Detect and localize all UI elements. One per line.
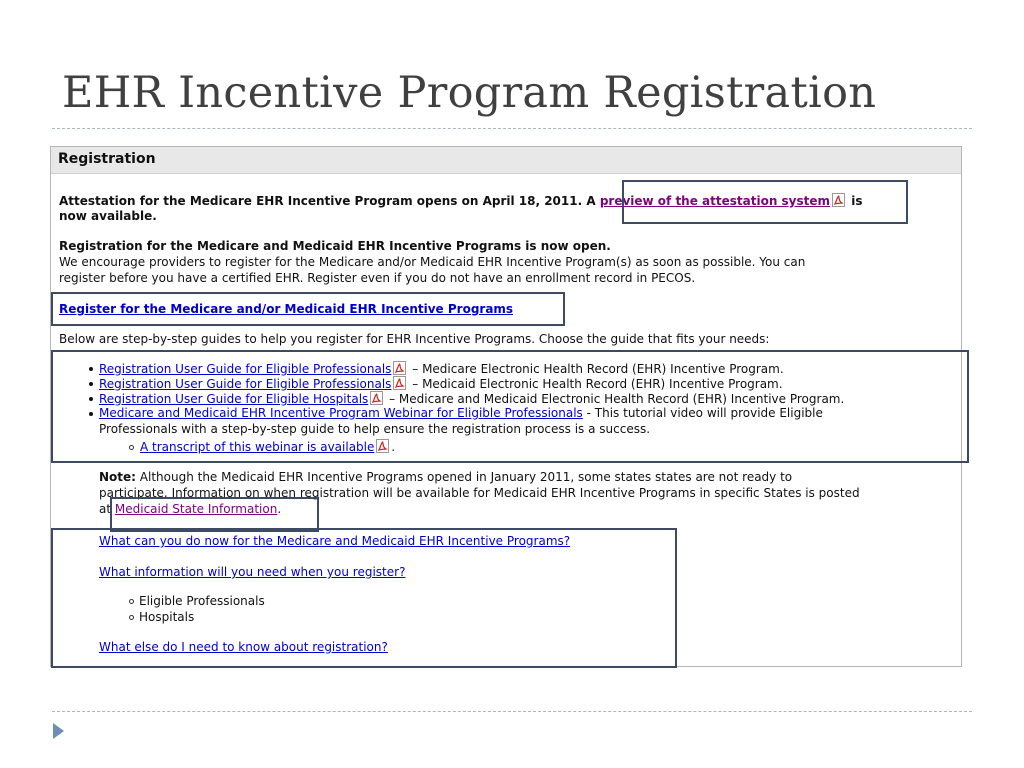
guides-intro: Below are step-by-step guides to help you register for EHR Incentive Programs. Choose the guide that fits your needs: — [59, 332, 770, 346]
faq2-item-2: Hospitals — [139, 610, 195, 624]
medicaid-state-info-link[interactable]: Medicaid State Information — [114, 502, 278, 516]
highlight-box-register — [51, 292, 565, 326]
attestation-preview-link[interactable]: preview of the attestation system — [599, 194, 831, 208]
attestation-line1-end: is — [847, 194, 863, 208]
faq2-item-1: Eligible Professionals — [139, 594, 265, 608]
guide-desc-3: – Medicare and Medicaid Electronic Health Record (EHR) Incentive Program. — [385, 392, 845, 406]
divider-top — [52, 128, 972, 129]
guide-link-3[interactable]: Registration User Guide for Eligible Hospitals — [99, 392, 369, 406]
highlight-box-guides — [51, 350, 969, 463]
faq-what-else-link[interactable]: What else do I need to know about registration? — [99, 640, 388, 654]
note-label: Note: — [99, 470, 136, 484]
encourage-line1: We encourage providers to register for the Medicare and/or Medicaid EHR Incentive Program(s) as soon as possible. You can — [59, 255, 806, 269]
attestation-line2: now available. — [59, 209, 157, 223]
highlight-box-attestation — [622, 180, 908, 224]
transcript-end: . — [391, 440, 396, 454]
highlight-box-faq — [51, 528, 677, 668]
guide-desc-1: – Medicare Electronic Health Record (EHR) Incentive Program. — [408, 362, 784, 376]
note-line1 — [99, 470, 792, 485]
webinar-link[interactable]: Medicare and Medicaid EHR Incentive Program Webinar for Eligible Professionals — [99, 406, 583, 420]
note-line3-start: at — [99, 502, 115, 516]
faq-what-can-you-do-link[interactable]: What can you do now for the Medicare and Medicaid EHR Incentive Programs? — [99, 534, 571, 548]
guide-link-1[interactable]: Registration User Guide for Eligible Professionals — [99, 362, 392, 376]
note-line2: participate. Information on when registration will be available for Medicaid EHR Incentive Programs in specific States is posted — [99, 486, 860, 500]
transcript-link[interactable]: A transcript of this webinar is available — [140, 440, 375, 454]
register-link[interactable]: Register for the Medicare and/or Medicaid EHR Incentive Programs — [59, 302, 514, 316]
webinar-desc: - This tutorial video will provide Eligible — [582, 406, 823, 420]
highlight-box-state-info — [110, 497, 319, 532]
webinar-desc-2: Professionals with a step-by-step guide to help ensure the registration process is a success. — [99, 422, 651, 436]
attestation-line1: Attestation for the Medicare EHR Incentive Program opens on April 18, 2011. A — [59, 194, 600, 208]
panel-heading: Registration — [58, 151, 156, 167]
divider-bottom — [52, 711, 972, 712]
guide-desc-2: – Medicaid Electronic Health Record (EHR) Incentive Program. — [408, 377, 783, 391]
panel-header — [51, 147, 961, 174]
note-line3-end: . — [277, 502, 282, 516]
bullet-arrow-icon — [53, 723, 64, 739]
registration-open-heading: Registration for the Medicare and Medicaid EHR Incentive Programs is now open. — [59, 239, 611, 253]
guide-link-2[interactable]: Registration User Guide for Eligible Professionals — [99, 377, 392, 391]
faq-what-information-link[interactable]: What information will you need when you register? — [99, 565, 406, 579]
slide-title: EHR Incentive Program Registration — [62, 68, 877, 118]
encourage-line2: register before you have a certified EHR. Register even if you do not have an enrollment record in PECOS. — [59, 271, 696, 285]
note-text1: Although the Medicaid EHR Incentive Programs opened in January 2011, some states states are not ready to — [135, 470, 793, 484]
